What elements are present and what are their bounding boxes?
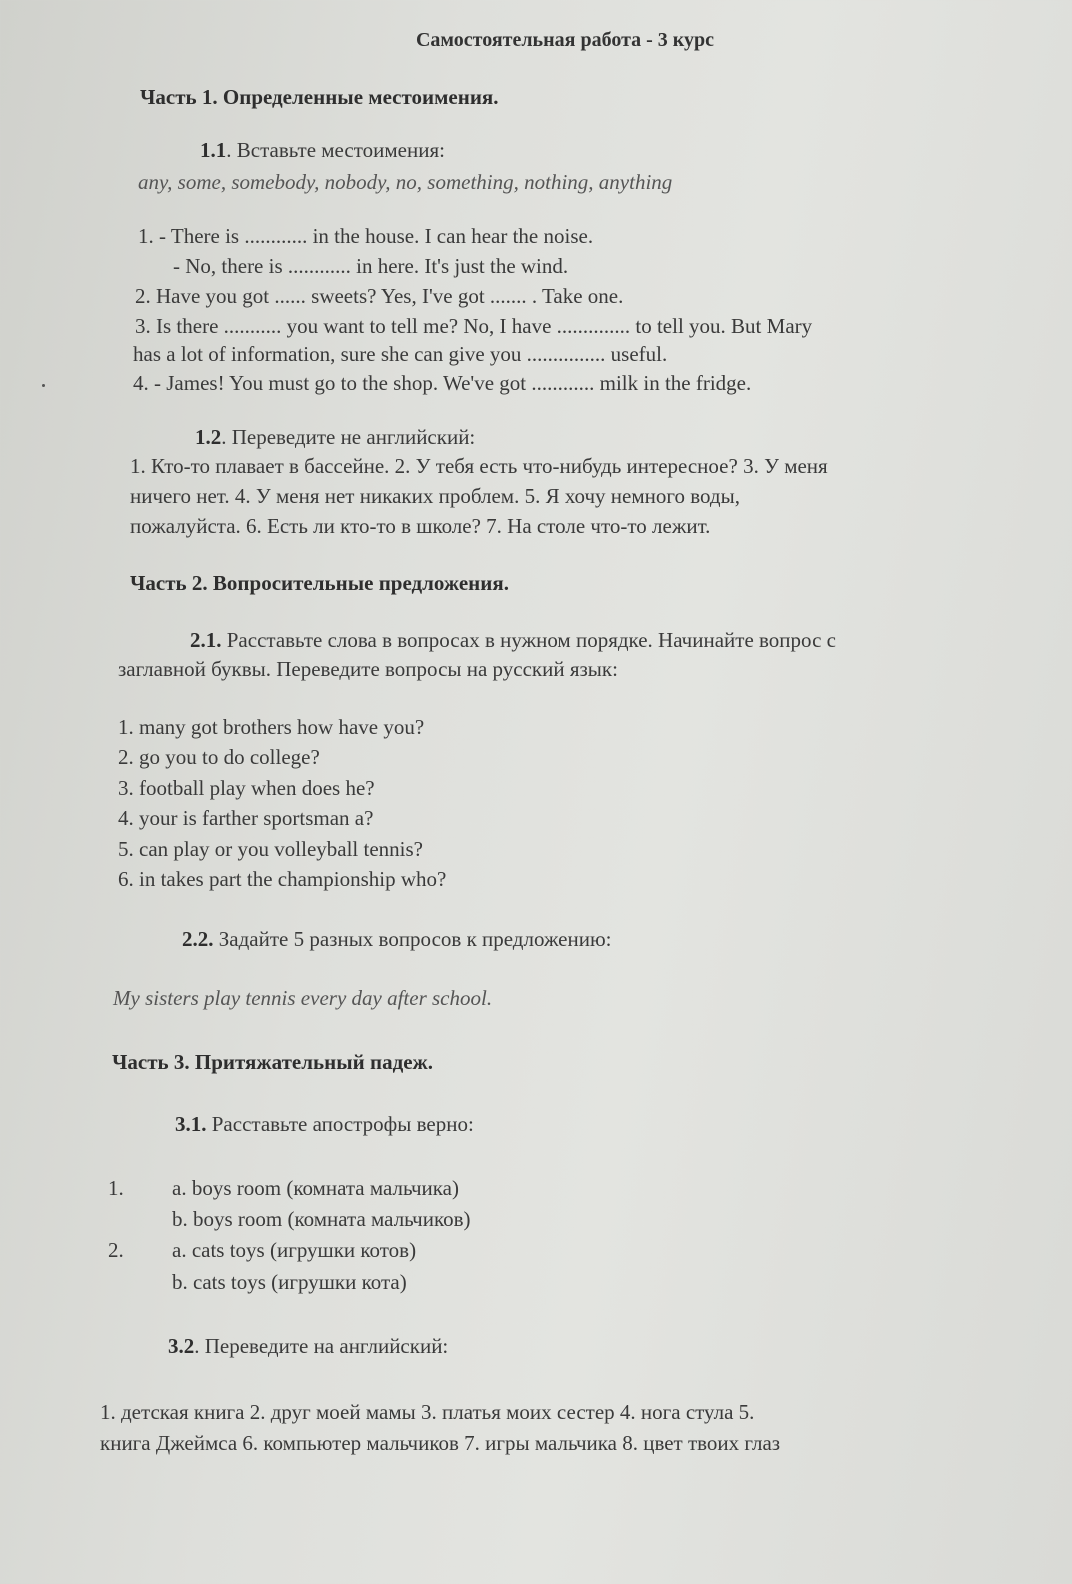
- exercise-instruction: Расставьте слова в вопросах в нужном порядке. Начинайте вопрос с: [221, 628, 836, 652]
- exercise-3-2-heading: [168, 1333, 448, 1359]
- exercise-1-2-heading: [195, 424, 475, 450]
- apostrophe-item: a. cats toys (игрушки котов): [172, 1238, 417, 1262]
- exercise-instruction: Задайте 5 разных вопросов к предложению:: [213, 927, 612, 951]
- exercise-number: 2.2.: [182, 927, 214, 951]
- exercise-1-1-heading: [200, 137, 445, 163]
- exercise-instruction: . Вставьте местоимения:: [226, 138, 445, 162]
- exercise-number: 1.2: [195, 425, 222, 449]
- exercise-line: 1. Кто-то плавает в бассейне. 2. У тебя есть что-нибудь интересное? 3. У меня: [130, 454, 828, 478]
- exercise-line: - No, there is ............ in here. It's just the wind.: [173, 254, 569, 278]
- question-item: 6. in takes part the championship who?: [118, 867, 447, 891]
- exercise-line: 1. детская книга 2. друг моей мамы 3. платья моих сестер 4. нога стула 5.: [100, 1400, 755, 1424]
- exercise-number: 3.1.: [175, 1112, 207, 1136]
- exercise-number: 3.2: [168, 1334, 195, 1358]
- exercise-line: ничего нет. 4. У меня нет никаких проблем. 5. Я хочу немного воды,: [130, 484, 740, 508]
- part3-heading: Часть 3. Притяжательный падеж.: [112, 1050, 433, 1074]
- exercise-3-1-heading: [175, 1111, 474, 1137]
- document-title: Самостоятельная работа - 3 курс: [415, 29, 715, 51]
- question-item: 5. can play or you volleyball tennis?: [118, 837, 424, 861]
- exercise-line: книга Джеймса 6. компьютер мальчиков 7. игры мальчика 8. цвет твоих глаз: [100, 1431, 781, 1455]
- question-item: 3. football play when does he?: [118, 776, 375, 800]
- exercise-line: 3. Is there ........... you want to tell me? No, I have .............. to tell you. But Mary: [135, 314, 813, 338]
- exercise-2-1-heading: [190, 627, 836, 653]
- exercise-line: has a lot of information, sure she can give you ............... useful.: [133, 342, 668, 366]
- exercise-instruction: . Переведите на английский:: [194, 1334, 449, 1358]
- exercise-line: 4. - James! You must go to the shop. We've got ............ milk in the fridge.: [133, 371, 752, 395]
- exercise-instruction: . Переведите не английский:: [221, 425, 476, 449]
- question-item: 4. your is farther sportsman a?: [118, 806, 374, 830]
- exercise-instruction: Расставьте апострофы верно:: [206, 1112, 474, 1136]
- apostrophe-item: b. cats toys (игрушки кота): [172, 1270, 407, 1294]
- exercise-number: 1.1: [200, 138, 227, 162]
- apostrophe-item: a. boys room (комната мальчика): [172, 1176, 459, 1200]
- pronoun-list: any, some, somebody, nobody, no, something, nothing, anything: [138, 170, 673, 194]
- exercise-line: 1. - There is ............ in the house. I can hear the noise.: [138, 224, 594, 248]
- exercise-line: 2. Have you got ...... sweets? Yes, I've got ....... . Take one.: [135, 284, 624, 308]
- apostrophe-item: b. boys room (комната мальчиков): [172, 1207, 471, 1231]
- exercise-instruction-cont: заглавной буквы. Переведите вопросы на русский язык:: [118, 657, 618, 681]
- part1-heading: Часть 1. Определенные местоимения.: [140, 85, 499, 109]
- exercise-line: пожалуйста. 6. Есть ли кто-то в школе? 7. На столе что-то лежит.: [130, 514, 711, 538]
- paper-speck: [42, 384, 45, 387]
- part2-heading: Часть 2. Вопросительные предложения.: [130, 571, 509, 595]
- item-number: 1.: [108, 1176, 124, 1200]
- question-item: 1. many got brothers how have you?: [118, 715, 425, 739]
- exercise-number: 2.1.: [190, 628, 222, 652]
- example-sentence: My sisters play tennis every day after school.: [113, 986, 493, 1010]
- question-item: 2. go you to do college?: [118, 745, 320, 769]
- exercise-2-2-heading: [182, 926, 612, 952]
- item-number: 2.: [108, 1238, 124, 1262]
